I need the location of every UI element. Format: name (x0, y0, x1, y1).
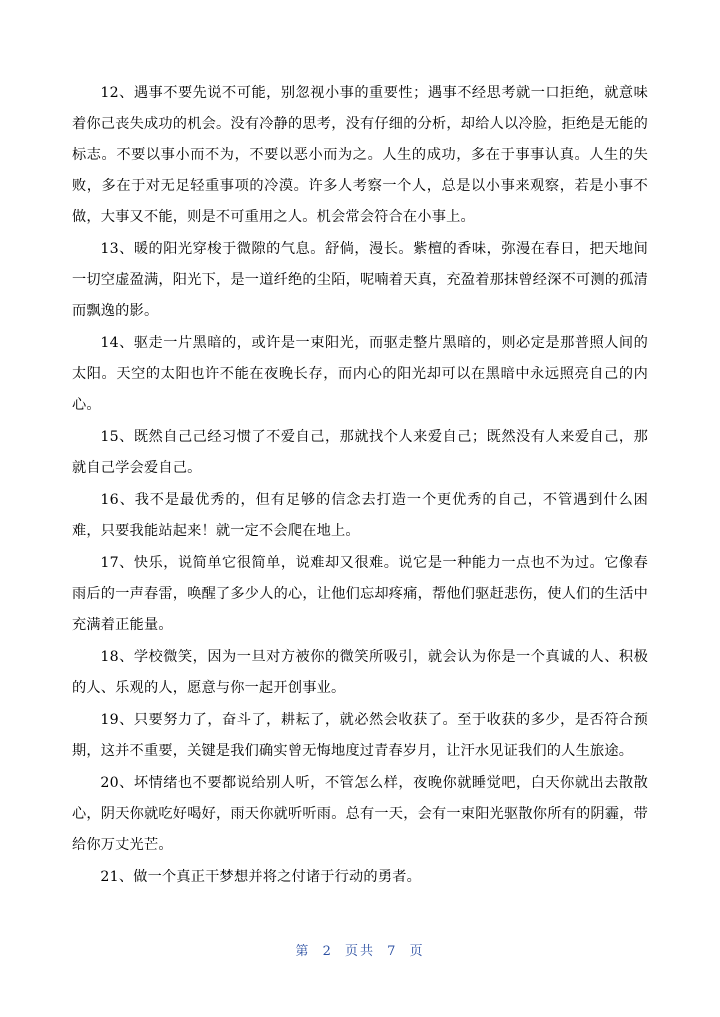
paragraph: 15、既然自己己经习惯了不爱自己，那就找个人来爱自己；既然没有人来爱自己，那就自己学会爱自己。 (72, 429, 648, 476)
footer-suffix: 页 (409, 944, 425, 959)
paragraph: 17、快乐，说简单它很简单，说难却又很难。说它是一种能力一点也不为过。它像春雨后的一声春雷，唤醒了多少人的心，让他们忘却疼痛，帮他们驱赶悲伤，使人们的生活中充满着正能量。 (72, 555, 648, 633)
paragraph: 14、驱走一片黑暗的，或许是一束阳光，而驱走整片黑暗的，则必定是那普照人间的太阳。天空的太阳也许不能在夜晚长存，而内心的阳光却可以在黑暗中永远照亮自己的内心。 (72, 335, 648, 413)
page-footer (0, 940, 720, 959)
footer-prefix: 第 (295, 944, 311, 959)
paragraph: 21、做一个真正干梦想并将之付诸于行动的勇者。 (100, 869, 421, 885)
footer-total-pages: 7 (387, 944, 398, 959)
footer-middle: 页共 (344, 944, 375, 959)
paragraph: 16、我不是最优秀的，但有足够的信念去打造一个更优秀的自己，不管遇到什么困难，只要我能站起来！就一定不会爬在地上。 (72, 492, 648, 539)
footer-current-page: 2 (322, 944, 333, 959)
paragraph: 12、遇事不要先说不可能，别忽视小事的重要性；遇事不经思考就一口拒绝，就意味着你己丧失成功的机会。没有冷静的思考，没有仔细的分析，却给人以冷脸，拒绝是无能的标志。不要以事小而不为，不要以恶小而为之。人生的成功，多在于事事认真。人生的失败，多在于对无足轻重事项的冷漠。许多人考察一个人，总是以小事来观察，若是小事不做，大事又不能，则是不可重用之人。机会常会符合在小事上。 (72, 85, 648, 225)
paragraph: 19、只要努力了，奋斗了，耕耘了，就必然会收获了。至于收获的多少，是否符合预期，这并不重要，关键是我们确实曾无悔地度过青春岁月，让汗水见证我们的人生旅途。 (72, 712, 648, 759)
paragraph: 18、学校微笑，因为一旦对方被你的微笑所吸引，就会认为你是一个真诚的人、积极的人、乐观的人，愿意与你一起开创事业。 (72, 649, 648, 696)
document-body (72, 78, 648, 893)
paragraph: 20、坏情绪也不要都说给别人听，不管怎么样，夜晚你就睡觉吧，白天你就出去散散心，阴天你就吃好喝好，雨天你就听听雨。总有一天，会有一束阳光驱散你所有的阴霾，带给你万丈光芒。 (72, 775, 648, 853)
paragraph: 13、暖的阳光穿梭于微隙的气息。舒倘，漫长。紫檀的香味，弥漫在春日，把天地间一切空虚盈满，阳光下，是一道纤绝的尘陌，呢喃着天真，充盈着那抹曾经深不可测的孤清而飘逸的影。 (72, 241, 648, 319)
